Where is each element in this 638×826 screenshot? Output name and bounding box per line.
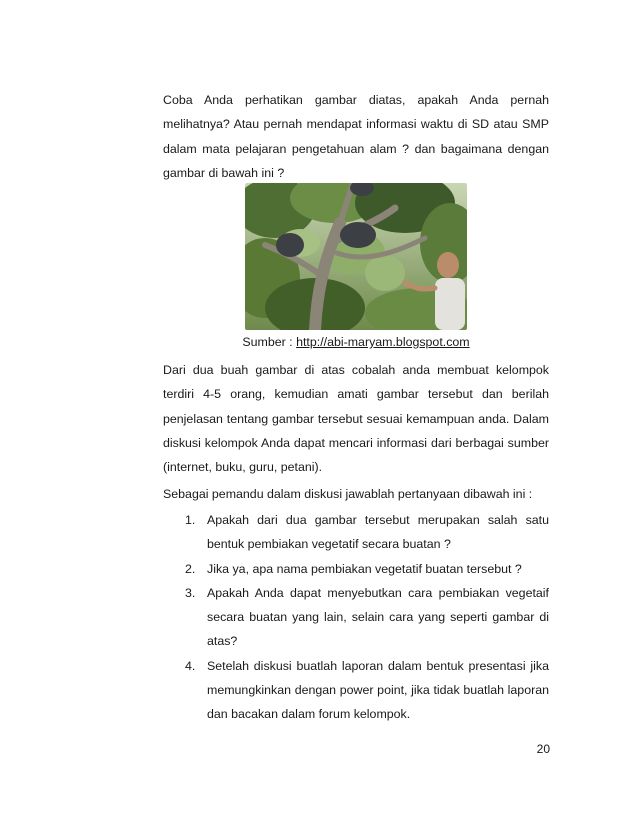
discussion-paragraph: Dari dua buah gambar di atas cobalah anda membuat kelompok terdiri 4-5 orang, kemudian amati gambar tersebut dan berilah penjelasan tentang gambar tersebut sesuai kemampuan anda. Dalam diskusi kelompok Anda dapat mencari informasi dari berbagai sumber (internet, buku, guru, petani). [163, 363, 549, 475]
question-text: Apakah dari dua gambar tersebut merupakan salah satu bentuk pembiakan vegetatif secara buatan ? [207, 513, 549, 552]
list-item [163, 508, 549, 557]
question-number: 3. [185, 585, 196, 600]
caption-prefix: Sumber : [242, 335, 297, 349]
figure-caption [163, 333, 549, 351]
question-text: Jika ya, apa nama pembiakan vegetatif buatan tersebut ? [207, 561, 522, 576]
question-text: Setelah diskusi buatlah laporan dalam bentuk presentasi jika memungkinkan dengan power point, jika tidak buatlah laporan dan bacakan dalam forum kelompok. [207, 658, 549, 722]
question-number: 2. [185, 561, 196, 576]
question-number: 1. [185, 513, 196, 527]
guide-paragraph: Sebagai pemandu dalam diskusi jawablah pertanyaan dibawah ini : [163, 487, 533, 501]
question-text: Apakah Anda dapat menyebutkan cara pembiakan vegetaif secara buatan yang lain, selain cara yang seperti gambar di atas? [207, 585, 549, 649]
list-item [163, 581, 549, 654]
air-layering-photo [245, 183, 467, 330]
question-number: 4. [185, 658, 196, 673]
source-link[interactable]: http://abi-maryam.blogspot.com [296, 335, 470, 349]
list-item [163, 654, 549, 727]
page-number: 20 [536, 742, 550, 756]
list-item [163, 557, 549, 581]
tree-photo-illustration [245, 183, 467, 330]
question-list [163, 508, 549, 727]
intro-paragraph: Coba Anda perhatikan gambar diatas, apakah Anda pernah melihatnya? Atau pernah mendapat informasi waktu di SD atau SMP dalam mata pelajaran pengetahuan alam ? dan bagaimana dengan gambar di bawah ini ? [163, 93, 549, 180]
